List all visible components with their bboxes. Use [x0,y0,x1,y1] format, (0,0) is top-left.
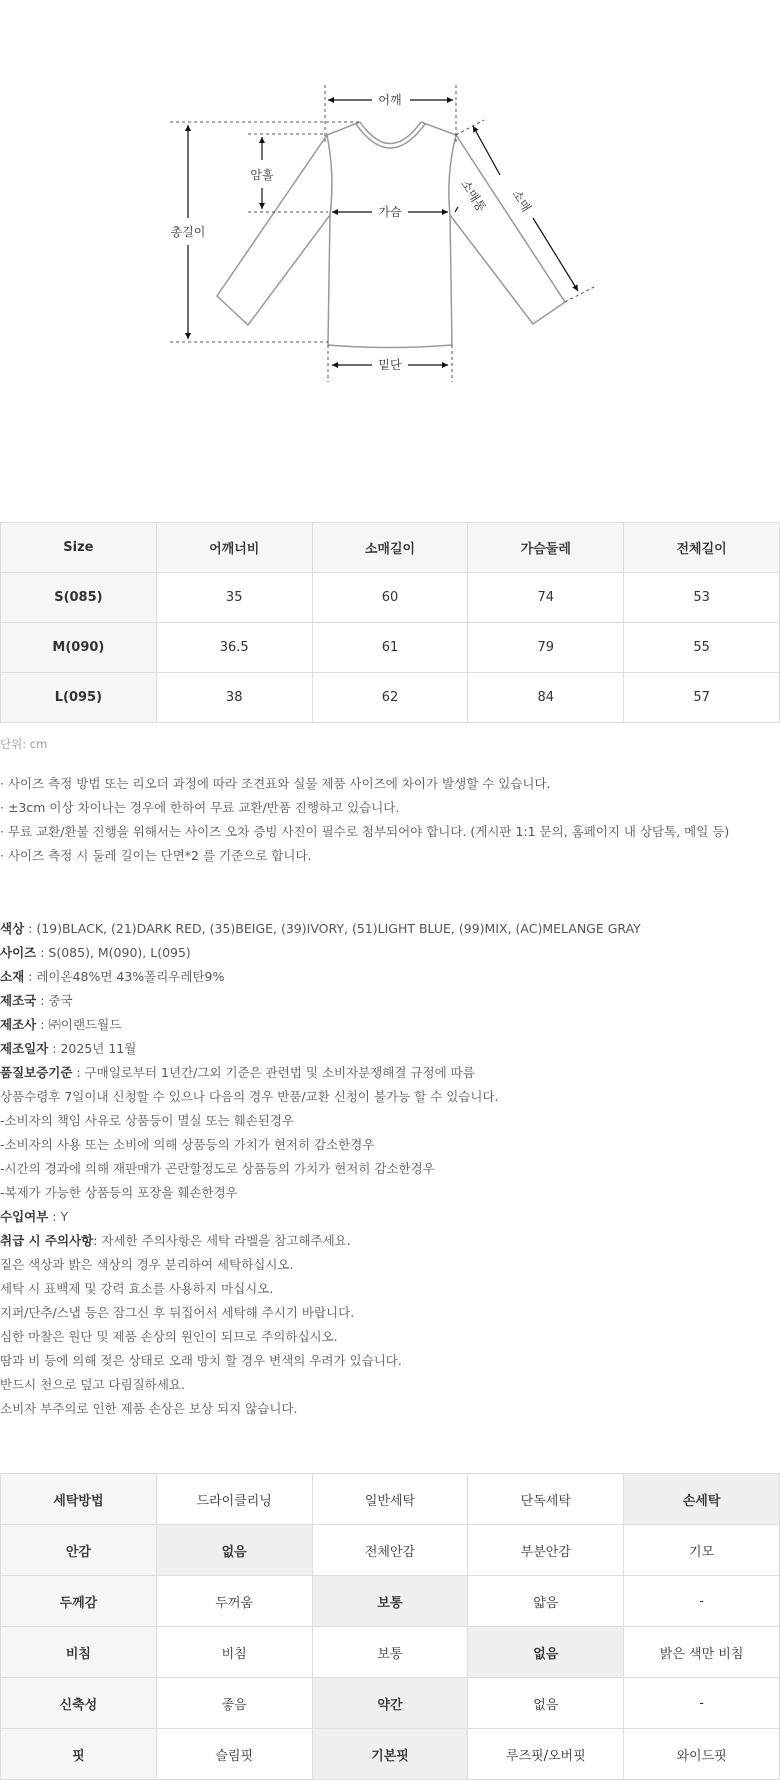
info-line [0,1013,780,1037]
care-option: 슬림핏 [156,1729,312,1780]
care-option-selected: 보통 [312,1576,468,1627]
info-text: -소비자의 책임 사유로 상품등이 멸실 또는 훼손된경우 [0,1113,295,1128]
table-row [1,573,780,623]
size-value-cell: 35 [156,573,312,623]
info-label: 취급 시 주의사항 [0,1233,94,1248]
label-sleeve-width: 소매통 [458,177,489,215]
care-option-selected: 없음 [468,1627,624,1678]
info-label: 품질보증기준 [0,1065,73,1080]
care-option: - [624,1678,780,1729]
care-row-header: 비침 [1,1627,157,1678]
size-header-cell: 가슴둘레 [468,523,624,573]
size-table [0,522,780,723]
info-line [0,1157,780,1181]
info-label: 소재 [0,969,25,984]
care-option: 얇음 [468,1576,624,1627]
product-info [0,917,780,1421]
care-option: 드라이클리닝 [156,1474,312,1525]
size-value-cell: 36.5 [156,623,312,673]
info-line [0,989,780,1013]
info-label: 제조사 [0,1017,37,1032]
info-text: : (19)BLACK, (21)DARK RED, (35)BEIGE, (39)IVORY, (51)LIGHT BLUE, (99)MIX, (AC)MELANGE GRAY [24,921,641,936]
info-text: : 중국 [36,993,73,1008]
size-value-cell: 79 [468,623,624,673]
info-text: : S(085), M(090), L(095) [36,945,191,960]
size-label-cell: M(090) [1,623,157,673]
care-row-header: 세탁방법 [1,1474,157,1525]
garment-outline [217,122,565,348]
info-text: : Y [48,1209,69,1224]
info-text: 반드시 천으로 덮고 다림질하세요. [0,1377,185,1392]
info-line [0,1037,780,1061]
info-text: 심한 마찰은 원단 및 제품 손상의 원인이 되므로 주의하십시오. [0,1329,338,1344]
info-label: 수입여부 [0,1209,49,1224]
care-option: 루즈핏/오버핏 [468,1729,624,1780]
size-value-cell: 55 [624,623,780,673]
table-row [1,1729,780,1780]
table-row [1,1576,780,1627]
care-option: 두꺼움 [156,1576,312,1627]
info-text: 땀과 비 등에 의해 젖은 상태로 오래 방치 할 경우 변색의 우려가 있습니다. [0,1353,402,1368]
info-text: -시간의 경과에 의해 재판매가 곤란할정도로 상품등의 가치가 현저히 감소한경우 [0,1161,435,1176]
size-table-header-row [1,523,780,573]
care-option-selected: 손세탁 [624,1474,780,1525]
label-sleeve: 소매 [509,187,534,215]
info-line [0,1133,780,1157]
care-option: 기모 [624,1525,780,1576]
info-line [0,1301,780,1325]
care-option: 전체안감 [312,1525,468,1576]
care-option: 밝은 색만 비침 [624,1627,780,1678]
info-line [0,1109,780,1133]
note-item: · 사이즈 측정 시 둘레 길이는 단면*2 를 기준으로 합니다. [0,848,312,863]
care-option: 비침 [156,1627,312,1678]
table-row [1,673,780,723]
info-line [0,1397,780,1421]
info-line [0,965,780,989]
info-line [0,1325,780,1349]
note-item: · 무료 교환/환불 진행을 위해서는 사이즈 오차 증빙 사진이 필수로 첨부되어야 합니다. (게시판 1:1 문의, 홈페이지 내 상담톡, 메일 등) [0,824,730,839]
care-option-selected: 기본핏 [312,1729,468,1780]
size-header-cell: Size [1,523,157,573]
label-chest: 가슴 [378,205,402,219]
care-option: 좋음 [156,1678,312,1729]
table-row [1,1678,780,1729]
care-row-header: 핏 [1,1729,157,1780]
info-text: : 구매일로부터 1년간/그외 기준은 관련법 및 소비자분쟁해결 규정에 따름 [72,1065,475,1080]
info-text: 상품수령후 7일이내 신청할 수 있으나 다음의 경우 반품/교환 신청이 불가능 할 수 있습니다. [0,1089,499,1104]
info-line [0,1277,780,1301]
size-header-cell: 전체길이 [624,523,780,573]
size-value-cell: 74 [468,573,624,623]
label-armhole: 암홀 [250,168,274,182]
care-option: 와이드핏 [624,1729,780,1780]
care-option: 부분안감 [468,1525,624,1576]
info-line [0,1373,780,1397]
table-row [1,1474,780,1525]
info-text: -소비자의 사용 또는 소비에 의해 상품등의 가치가 현저히 감소한경우 [0,1137,375,1152]
info-text: 소비자 부주의로 인한 제품 손상은 보상 되지 않습니다. [0,1401,298,1416]
info-text: 세탁 시 표백제 및 강력 효소를 사용하지 마십시오. [0,1281,274,1296]
info-text: 지퍼/단추/스냅 등은 잠그신 후 뒤집어서 세탁해 주시기 바랍니다. [0,1305,355,1320]
size-diagram [0,0,780,470]
size-value-cell: 84 [468,673,624,723]
info-line [0,1181,780,1205]
care-option: - [624,1576,780,1627]
size-notes [0,772,729,868]
care-option: 일반세탁 [312,1474,468,1525]
info-text: -복제가 가능한 상품등의 포장을 훼손한경우 [0,1185,238,1200]
unit-note: 단위: cm [0,737,48,751]
care-row-header: 신축성 [1,1678,157,1729]
size-label-cell: S(085) [1,573,157,623]
care-table [0,1473,780,1780]
size-value-cell: 38 [156,673,312,723]
care-option: 단독세탁 [468,1474,624,1525]
info-label: 제조일자 [0,1041,49,1056]
info-text: 짙은 색상과 밝은 색상의 경우 분리하여 세탁하십시오. [0,1257,294,1272]
care-option-selected: 없음 [156,1525,312,1576]
table-row [1,1525,780,1576]
care-row-header: 안감 [1,1525,157,1576]
info-line [0,917,780,941]
size-header-cell: 어깨너비 [156,523,312,573]
info-label: 색상 [0,921,25,936]
info-line [0,1229,780,1253]
size-value-cell: 62 [312,673,468,723]
care-option-selected: 약간 [312,1678,468,1729]
sweater-illustration [0,0,780,470]
table-row [1,623,780,673]
note-item: · 사이즈 측정 방법 또는 리오더 과정에 따라 조견표와 실물 제품 사이즈에 차이가 발생할 수 있습니다. [0,776,551,791]
info-line [0,941,780,965]
note-item: · ±3cm 이상 차이나는 경우에 한하여 무료 교환/반품 진행하고 있습니다. [0,800,400,815]
size-label-cell: L(095) [1,673,157,723]
info-text: : 2025년 11월 [48,1041,137,1056]
info-label: 사이즈 [0,945,37,960]
info-line [0,1253,780,1277]
care-option: 보통 [312,1627,468,1678]
info-text: : 레이온48%면 43%폴리우레탄9% [24,969,225,984]
size-value-cell: 60 [312,573,468,623]
info-line [0,1349,780,1373]
label-total-length: 총길이 [170,225,206,239]
label-hem: 밑단 [378,358,402,372]
size-header-cell: 소매길이 [312,523,468,573]
size-value-cell: 61 [312,623,468,673]
care-option: 없음 [468,1678,624,1729]
guide-lines [170,85,594,382]
info-line [0,1061,780,1085]
info-line [0,1205,780,1229]
info-label: 제조국 [0,993,37,1008]
table-row [1,1627,780,1678]
size-value-cell: 53 [624,573,780,623]
info-text: : 자세한 주의사항은 세탁 라벨을 참고해주세요. [93,1233,351,1248]
info-line [0,1085,780,1109]
size-value-cell: 57 [624,673,780,723]
label-shoulder: 어깨 [378,93,402,107]
info-text: : ㈜이랜드월드 [36,1017,122,1032]
care-row-header: 두께감 [1,1576,157,1627]
